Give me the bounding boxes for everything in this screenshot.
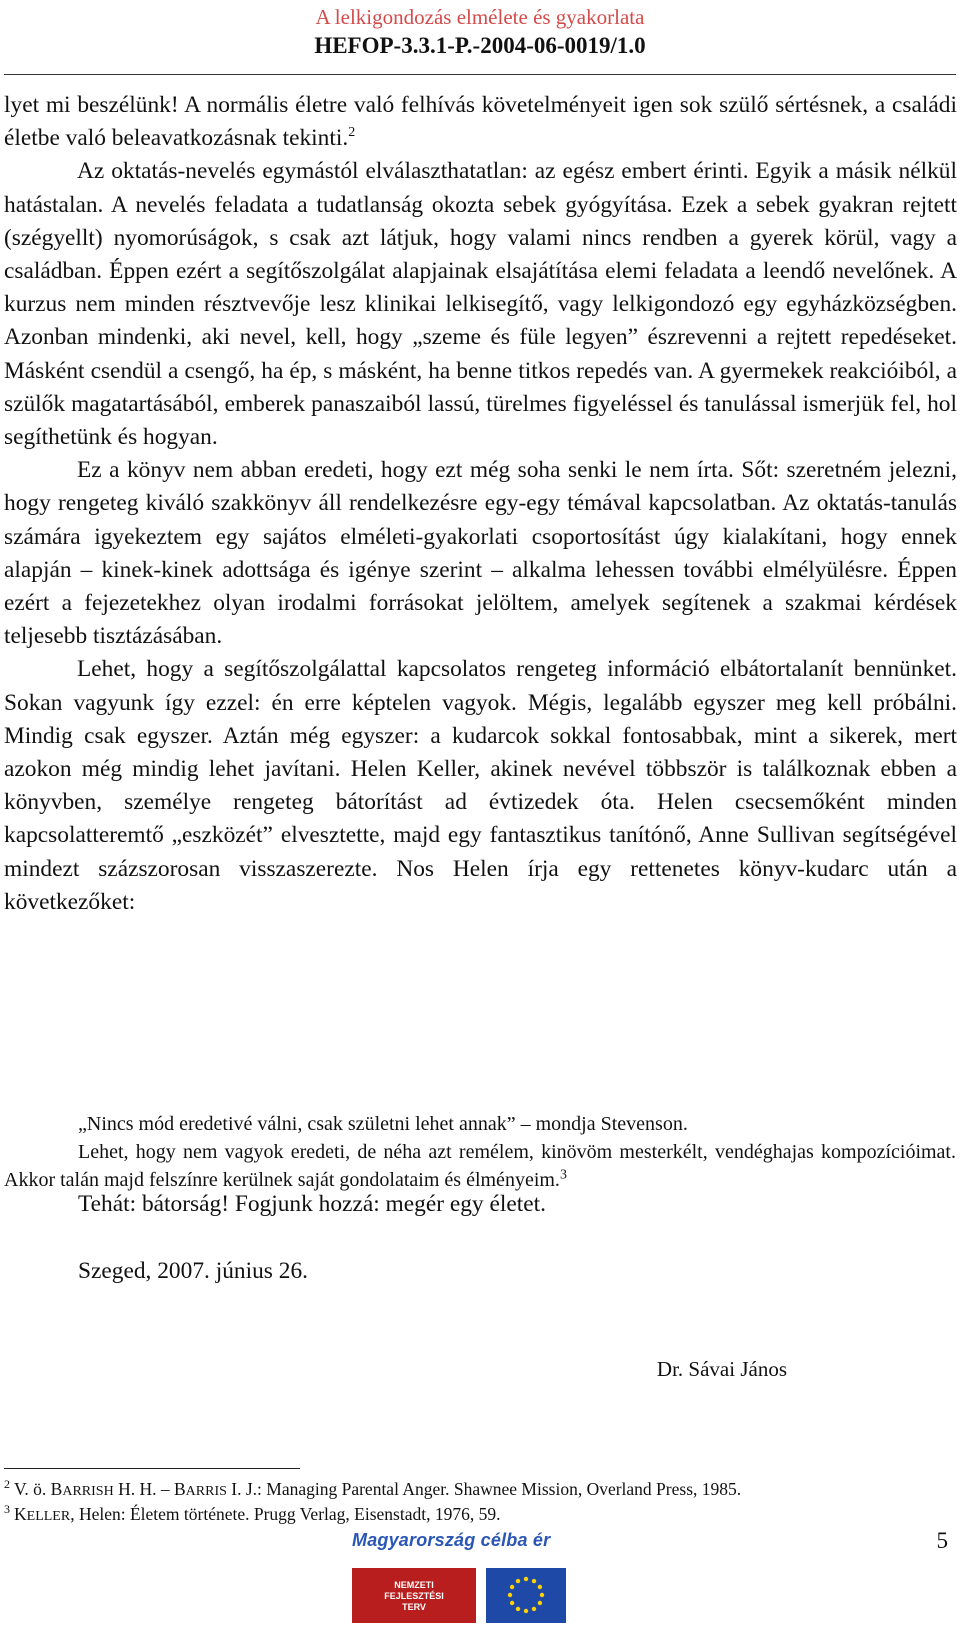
eu-stars-icon xyxy=(486,1568,566,1623)
paragraph-3: Ez a könyv nem abban eredeti, hogy ezt még soha senki le nem írta. Sőt: szeretném jelezni, hogy rengeteg kiváló szakkönyv áll rendelkezésre egy-egy témával kapcsolatban. Az oktatás-tanulás számára igyekeztem egy sajátos elméleti-gyakorlati csoportosítást úgy kialakítani, hogy ennek alapján – kinek-kinek adottsága és igénye szerint – alkalma lehessen további elmélyülésre. Éppen ezért a fejezetekhez olyan irodalmi forrásokat jelöltem, amelyek segítenek a szakmai kérdések teljesebb tisztázásában. xyxy=(4,457,957,650)
header-project-code: HEFOP-3.3.1-P.-2004-06-0019/1.0 xyxy=(314,33,646,58)
eu-flag-icon xyxy=(486,1568,566,1623)
place-date: Szeged, 2007. június 26. xyxy=(78,1258,308,1284)
courage-sentence: Tehát: bátorság! Fogjunk hozzá: megér egy életet. xyxy=(78,1191,546,1217)
footnote-2: $^2$ V. ö. BARRISH H. H. – BARRIS I. J.: Managing Parental Anger. Shawnee Mission, Overland Press, 1985. xyxy=(4,1477,742,1499)
footnote-3: $^3$ KELLER, Helen: Életem története. Prugg Verlag, Eisenstadt, 1976, 59. xyxy=(4,1502,501,1524)
page-header xyxy=(0,4,960,62)
quote-line-1: „Nincs mód eredetivé válni, csak születni lehet annak” – mondja Stevenson. xyxy=(78,1113,688,1135)
body-text xyxy=(4,89,957,919)
nft-logo: NEMZETI FEJLESZTÉSI TERV xyxy=(352,1568,476,1623)
header-divider xyxy=(4,74,956,75)
page-number: 5 xyxy=(936,1528,948,1553)
header-title: A lelkigondozás elmélete és gyakorlata xyxy=(315,5,645,29)
paragraph-1: lyet mi beszélünk! A normális életre való felhívás követelményeit igen sok szülő sértésnek, a családi életbe való beleavatkozásnak tekinti.$^2$ xyxy=(4,92,957,152)
footnote-ref-2[interactable]: 2 xyxy=(348,125,356,141)
slogan-text: Magyarország célba ér xyxy=(352,1530,551,1550)
footnote-ref-3[interactable]: 3 xyxy=(559,1167,567,1183)
footnotes xyxy=(4,1478,954,1528)
paragraph-2: Az oktatás-nevelés egymástól elválaszthatatlan: az egész embert érinti. Egyik a másik nélkül hatástalan. A nevelés feladata a tudatlanság okozta sebek gyógyítása. Ezek a sebek gyakran rejtett (szégyellt) nyomorúságok, s csak azt látjuk, hogy valami nincs rendben a gyerek körül, vagy a családban. Éppen ezért a segítőszolgálat alapjainak elsajátítása elemi feladata a leendő nevelőnek. A kurzus nem minden résztvevője lesz klinikai lelkisegítő, vagy lelkigondozó egy egyházközségben. Azonban mindenki, aki nevel, kell, hogy „szeme és füle legyen” észrevenni a rejtett repedéseket. Másként csendül a csengő, ha ép, s másként, ha benne titkos repedés van. A gyermekek reakcióiból, a szülők magatartásából, emberek panaszaiból lassú, türelmes figyeléssel és tanulással ismerjük fel, hol segíthetünk és hogyan. xyxy=(4,158,957,451)
block-quote xyxy=(4,1110,956,1194)
paragraph-4: Lehet, hogy a segítőszolgálattal kapcsolatos rengeteg információ elbátortalanít bennünket. Sokan vagyunk így ezzel: én erre képtelen vagyok. Mégis, legalább egyszer meg kell próbálni. Mindig csak egyszer. Aztán még egyszer: a kudarcok sokkal fontosabbak, mint a sikerek, mert azokon még mindig lehet javítani. Helen Keller, akinek nevével többször is találkoznak ebben a könyvben, személye rengeteg bátorítást ad évtizedek óta. Helen csecsemőként minden kapcsolatteremtő „eszközét” elvesztette, majd egy fantasztikus tanítónő, Anne Sullivan segítségével mindezt százszorosan visszaszerezte. Nos Helen írja egy rettenetes könyv-kudarc után a következőket: xyxy=(4,656,957,915)
signature: Dr. Sávai János xyxy=(656,1357,787,1381)
footnote-divider xyxy=(4,1468,300,1469)
quote-line-2: Lehet, hogy nem vagyok eredeti, de néha azt remélem, kinövöm mesterkélt, vendéghajas kompozícióimat. Akkor talán majd felszínre kerülnek saját gondolataim és élményeim.$^3$ xyxy=(4,1141,956,1191)
